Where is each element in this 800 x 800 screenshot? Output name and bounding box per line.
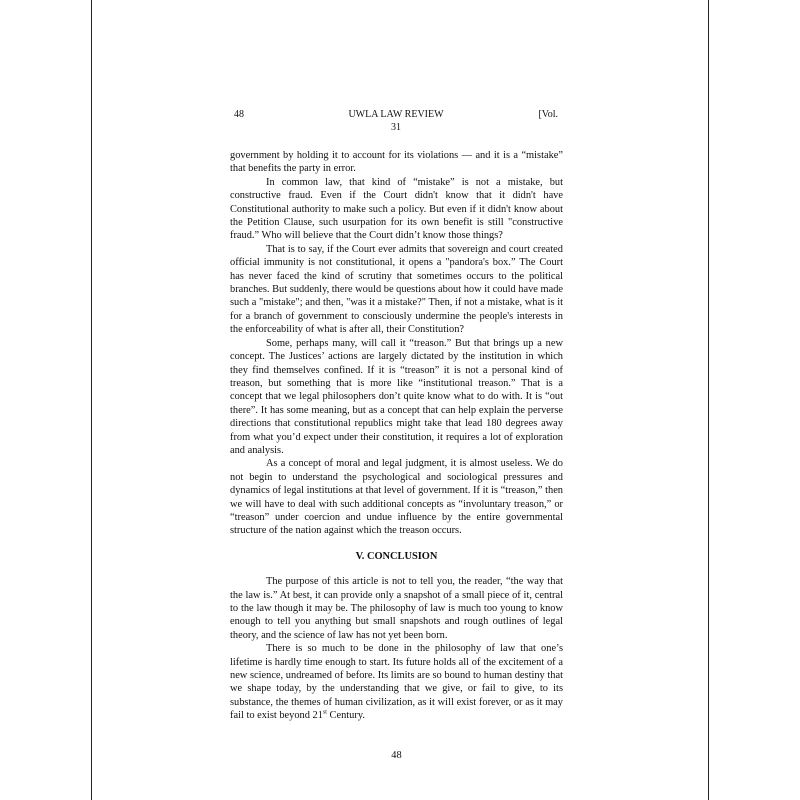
- header-page-number: 48: [234, 109, 244, 120]
- paragraph: The purpose of this article is not to tell you, the reader, “the way that the law is.” At best, it can provide only a snapshot of a small piece of it, central to the law though it may be. The philosophy of law is much too young to know enough to tell you anything but small snapshots and rough outlines of legal theory, and the science of law has not yet been born.: [230, 576, 563, 641]
- paragraph: government by holding it to account for its violations — and it is a “mistake” that benefits the party in error.: [230, 150, 563, 175]
- paragraph: That is to say, if the Court ever admits that sovereign and court created official immunity is not constitutional, it opens a "pandora's box.” The Court has never faced the kind of scrutiny that sometimes occurs to the political branches. But suddenly, there would be questions about how it could have made such a "mistake"; and then, "was it a mistake?" Then, if not a mistake, what is it for a branch of government to consciously undermine the people's interests in the enforceability of what is after all, their Constitution?: [230, 243, 563, 336]
- paragraph: Some, perhaps many, will call it “treason.” But that brings up a new concept. The Justices’ actions are largely dictated by the institution in which they find themselves confined. If it is “treason” it is not a personal kind of treason, but something that is more like “institutional treason.” That is a concept that we legal philosophers don’t quite know what to do with. It is “out there”. It has some meaning, but as a concept that can help explain the perverse directions that constitutional republics might take that lead 180 degrees away from what you’d expect under their constitution, it requires a lot of exploration and analysis.: [230, 337, 563, 456]
- final-paragraph: [230, 642, 563, 722]
- header-journal-title: UWLA LAW REVIEW: [348, 109, 444, 120]
- article-body: [230, 149, 563, 723]
- ordinal-superscript: st: [322, 709, 327, 716]
- header-volume-number: 31: [391, 122, 401, 133]
- paragraph: In common law, that kind of “mistake” is not a mistake, but constructive fraud. Even if the Court didn't know that it didn't have Constitutional authority to make such a policy. But even if it didn't know about the Petition Clause, such usurpation for its own benefit is still "constructive fraud.” Who will believe that the Court didn’t know those things?: [230, 176, 563, 242]
- final-paragraph-tail: Century.: [326, 710, 365, 722]
- header-volume: [Vol.: [538, 109, 558, 120]
- section-heading: V. CONCLUSION: [355, 550, 438, 562]
- document-page: [91, 0, 709, 800]
- final-paragraph-text: There is so much to be done in the philosophy of law that one’s lifetime is hardly time enough to start. Its future holds all of the excitement of a new science, undreamed of before. Its limits are so bound to human destiny that we shape today, by the understanding that we give, or fail to give, to its substance, the themes of human civilization, as it will exist forever, or as it may fail to exist beyond 21: [230, 643, 563, 722]
- paragraph: As a concept of moral and legal judgment, it is almost useless. We do not begin to understand the psychological and sociological pressures and dynamics of legal institutions at that level of government. If it is “treason,” then we will have to deal with such additional concepts as “involuntary treason,” or “treason” under coercion and undue influence by the entire governmental structure of the nation against which the treason occurs.: [230, 458, 563, 537]
- footer-page-number: 48: [391, 750, 402, 761]
